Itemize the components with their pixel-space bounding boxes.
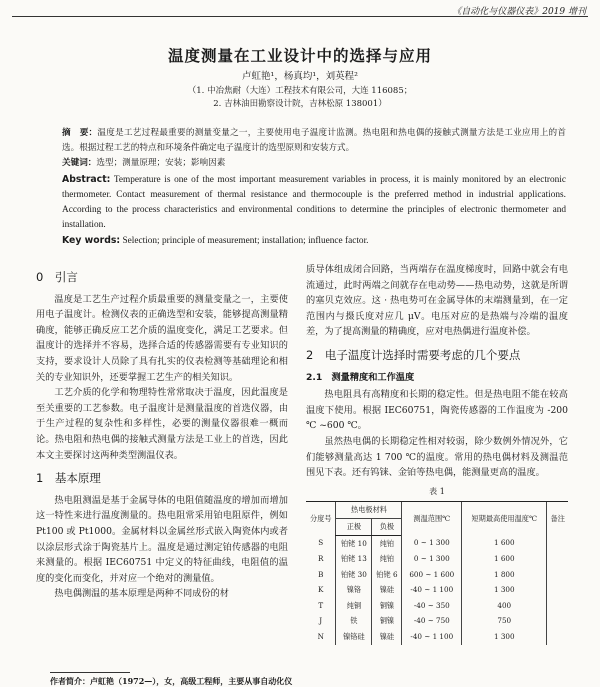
table-cell: 1 300 bbox=[462, 582, 547, 598]
paragraph: 虽然热电偶的长期稳定性相对较弱，除少数例外情况外，它们能够测量高达 1 700 ℃的温度。常用的热电偶材料及测温范围见下表。还有钨铼、金铂等热电偶，能测量更高的温度。 bbox=[306, 435, 568, 479]
table-cell: R bbox=[318, 554, 324, 564]
table-cell bbox=[547, 613, 568, 629]
paragraph: 热电阻具有高精度和长期的稳定性。但是热电阻不能在较高温度下使用。根据 IEC60751，陶瓷传感器的工作温度为 -200 ℃ ~600 ℃。 bbox=[306, 389, 568, 432]
table-cell: 铂铑 6 bbox=[372, 567, 402, 583]
table-cell: -40 ~ 350 bbox=[402, 598, 462, 614]
table-cell: -40 ~ 1 100 bbox=[402, 582, 462, 598]
section-2-1-heading: 2.1 测量精度和工作温度 bbox=[306, 371, 415, 383]
table-subheader: 正极 bbox=[336, 518, 372, 535]
table-row bbox=[306, 535, 568, 551]
keywords-cn-label: 关键词： bbox=[62, 158, 97, 168]
table-subheader: 负极 bbox=[372, 518, 402, 535]
table-row bbox=[306, 629, 568, 645]
abstract-en-text: Temperature is one of the most important measurement variables in process, it is mainly monitored by an electronic thermometer. Contact measurement of thermal resistance and thermocouple is the preferred method in industrial applications. According to the process characteristics and environmental conditions to determine the principles of electronic thermometer and installation. bbox=[62, 175, 567, 230]
table-cell: 铂铑 13 bbox=[336, 551, 372, 567]
table-cell bbox=[547, 598, 568, 614]
abstract-en bbox=[62, 172, 566, 249]
table-cell: 600 ~ 1 600 bbox=[402, 567, 462, 583]
table-row bbox=[306, 582, 568, 598]
table-caption: 表 1 bbox=[429, 486, 445, 496]
footnote-rule bbox=[50, 672, 130, 673]
paragraph: 热电阻测温是基于金属导体的电阻值随温度的增加而增加这一特性来进行温度测量的。热电阻常采用铂电阻原件，例如 Pt100 或 Pt1000。金属材料以金属丝形式嵌入陶瓷体内或者以涂层形式涂于陶瓷基片上。温度是通过测定铂传感器的电阻来测量的。根据 IEC60751 中定义的特征曲线，电阻值的温度的变化而变化，并对应一个绝对的测量值。 bbox=[36, 494, 288, 584]
table-row bbox=[306, 551, 568, 567]
table-cell: 镍铬 bbox=[336, 582, 372, 598]
table-cell bbox=[547, 551, 568, 567]
table-cell: 400 bbox=[462, 598, 547, 614]
table-header: 备注 bbox=[547, 502, 568, 535]
table-header: 分度号 bbox=[306, 502, 336, 535]
abstract-cn bbox=[62, 126, 566, 171]
header-rule bbox=[12, 16, 588, 17]
keywords-en-label: Key words: bbox=[62, 235, 121, 246]
paragraph: 温度是工艺生产过程介质最重要的测量变量之一，主要使用电子温度计。检测仪表的正确选型和安装，能够提高测量精确度，能够正确反应工艺介质的温度变化，满足工艺要求。但温度计的选择并不容易，选择合适的传感器需要有专业知识的支持，要求设计人员除了具有扎实的仪表检测等基础理论和相关的专业知识外，还要掌握工艺生产的相关知识。 bbox=[36, 293, 288, 383]
paper-title: 温度测量在工业设计中的选择与应用 bbox=[167, 47, 432, 65]
table-cell: N bbox=[317, 632, 324, 642]
table-cell: 铂铑 30 bbox=[336, 567, 372, 583]
authors: 卢虹艳¹，杨真均¹，刘英程² bbox=[242, 71, 358, 82]
table-cell: 纯铜 bbox=[336, 598, 372, 614]
section-1-heading: 1 基本原理 bbox=[36, 471, 101, 486]
keywords-en-text: Selection; principle of measurement; installation; influence factor. bbox=[122, 236, 369, 246]
table-cell bbox=[547, 567, 568, 583]
table-cell: 纯铂 bbox=[372, 551, 402, 567]
table-cell: 1 600 bbox=[462, 535, 547, 551]
table-cell: 0 ~ 1 300 bbox=[402, 551, 462, 567]
table-cell: 1 300 bbox=[462, 629, 547, 645]
table-row bbox=[306, 598, 568, 614]
abstract-cn-label: 摘 要： bbox=[62, 128, 98, 138]
table-cell: 1 600 bbox=[462, 551, 547, 567]
table-cell: 纯铂 bbox=[372, 535, 402, 551]
affiliation-2: 2. 吉林油田勘察设计院，吉林松原 138001） bbox=[213, 99, 387, 109]
table-row bbox=[306, 567, 568, 583]
table-header: 热电极材料 bbox=[336, 502, 402, 519]
table-cell: 1 800 bbox=[462, 567, 547, 583]
table-header: 短期最高使用温度℃ bbox=[462, 502, 547, 535]
table-cell: 铜镍 bbox=[372, 613, 402, 629]
section-2-heading: 2 电子温度计选择时需要考虑的几个要点 bbox=[306, 347, 521, 362]
table-cell: 0 ~ 1 300 bbox=[402, 535, 462, 551]
table-cell: T bbox=[318, 600, 324, 610]
table-cell: 铂铑 10 bbox=[336, 535, 372, 551]
table-cell: S bbox=[318, 538, 324, 548]
table-cell: -40 ~ 750 bbox=[402, 613, 462, 629]
table-row bbox=[306, 613, 568, 629]
footnote: 作者简介：卢虹艳（1972—），女，高级工程师，主要从事自动化仪 bbox=[50, 676, 293, 686]
section-0-heading: 0 引言 bbox=[36, 270, 78, 284]
paragraph: 质导体组成闭合回路，当两端存在温度梯度时，回路中就会有电流通过，此时两端之间就存在电动势——热电动势，这就是所谓的塞贝克效应。这 · 热电势可在金属导体的末端测量到，在一定范围内与摄氏度对应几 μV。电压对应的是热端与冷端的温度差，为了提高测量的精确度，应对电热偶进行温度补偿。 bbox=[306, 264, 568, 338]
table-cell: 镍铬硅 bbox=[336, 629, 372, 645]
table-cell: K bbox=[318, 585, 324, 595]
table-cell: 铁 bbox=[336, 613, 372, 629]
left-column bbox=[36, 262, 288, 602]
table-cell: -40 ~ 1 100 bbox=[402, 629, 462, 645]
abstract-cn-text: 温度是工艺过程最重要的测量变量之一，主要使用电子温度计监测。热电阻和热电偶的接触式测量方法是工业应用上的首选。根据过程工艺的特点和环境条件确定电子温度计的选型原则和安装方式。 bbox=[62, 128, 566, 153]
abstract-en-label: Abstract: bbox=[62, 174, 111, 185]
affiliation-1: （1. 中冶焦耐（大连）工程技术有限公司，大连 116085； bbox=[187, 86, 413, 96]
right-column bbox=[306, 262, 568, 645]
paragraph: 热电偶测温的基本原理是两种不同成份的材 bbox=[54, 588, 229, 600]
table-cell: 镍硅 bbox=[372, 582, 402, 598]
table-cell: B bbox=[318, 569, 324, 579]
table-cell: 铜镍 bbox=[372, 598, 402, 614]
keywords-cn-text: 选型；测量原理；安装；影响因素 bbox=[96, 158, 226, 168]
table-cell: J bbox=[319, 616, 323, 626]
table-cell: 750 bbox=[462, 613, 547, 629]
running-head: 《自动化与仪器仪表》2019 增刊 bbox=[452, 7, 586, 17]
thermocouple-table bbox=[306, 501, 568, 644]
table-header: 测温范围℃ bbox=[402, 502, 462, 535]
table-cell bbox=[547, 629, 568, 645]
paragraph: 工艺介质的化学和物理特性常常取决于温度，因此温度是至关重要的工艺参数。电子温度计是测量温度的首选仪器，由于生产过程的复杂性和多样性，必要的测量仪器很难一概而论。热电阻和热电偶的接触式测量方法是工业上的首选，因此本文主要探讨这两种类型测温仪表。 bbox=[36, 387, 288, 461]
table-cell bbox=[547, 535, 568, 551]
table-cell bbox=[547, 582, 568, 598]
table-cell: 镍硅 bbox=[372, 629, 402, 645]
